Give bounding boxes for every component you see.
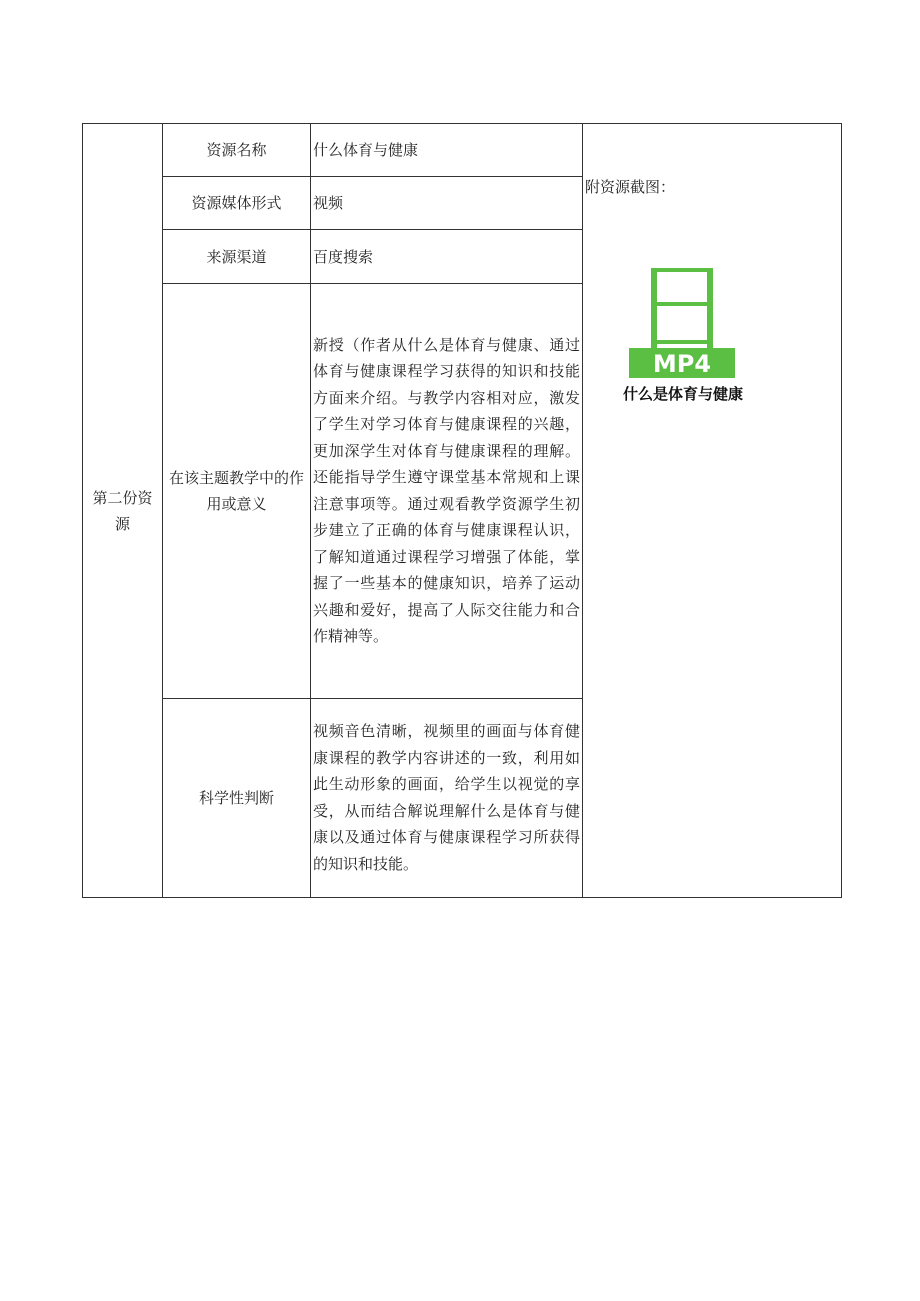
- screenshot-cell: [583, 124, 842, 898]
- role-value: 新授（作者从什么是体育与健康、通过体育与健康课程学习获得的知识和技能方面来介绍。与教学内容相对应，激发了学生对学习体育与健康课程的兴趣，更加深学生对体育与健康课程的理解。还能指导学生遵守课堂基本常规和上课注意事项等。通过观看教学资源学生初步建立了正确的体育与健康课程认识，了解知道通过课程学习增强了体能，掌握了一些基本的健康知识，培养了运动兴趣和爱好，提高了人际交往能力和合作精神等。: [311, 284, 583, 699]
- science-value: 视频音色清晰，视频里的画面与体育健康课程的教学内容讲述的一致，利用如此生动形象的画面，给学生以视觉的享受，从而结合解说理解什么是体育与健康以及通过体育与健康课程学习所获得的知识和技能。: [311, 698, 583, 897]
- screenshot-caption: 附资源截图：: [585, 178, 676, 196]
- video-title: 什么是体育与健康: [623, 385, 744, 403]
- resource-table: [82, 123, 842, 898]
- mp4-file-icon: [627, 262, 737, 382]
- film-bar-top: [651, 268, 713, 272]
- resource-name-label: 资源名称: [163, 124, 311, 177]
- section-label: 第二份资源: [83, 124, 163, 898]
- science-label: 科学性判断: [163, 698, 311, 897]
- media-type-label: 资源媒体形式: [163, 177, 311, 230]
- source-value: 百度搜索: [311, 230, 583, 284]
- source-label: 来源渠道: [163, 230, 311, 284]
- resource-name-value: 什么体育与健康: [311, 124, 583, 177]
- role-label: 在该主题教学中的作用或意义: [163, 284, 311, 699]
- mp4-badge-text: MP4: [652, 350, 712, 378]
- film-rail-left: [651, 268, 657, 348]
- film-rail-right: [707, 268, 713, 348]
- media-type-value: 视频: [311, 177, 583, 230]
- film-bar-low: [651, 340, 713, 344]
- row-resource-name: [83, 124, 842, 177]
- film-bar-mid: [651, 302, 713, 306]
- resource-sheet: [82, 123, 841, 898]
